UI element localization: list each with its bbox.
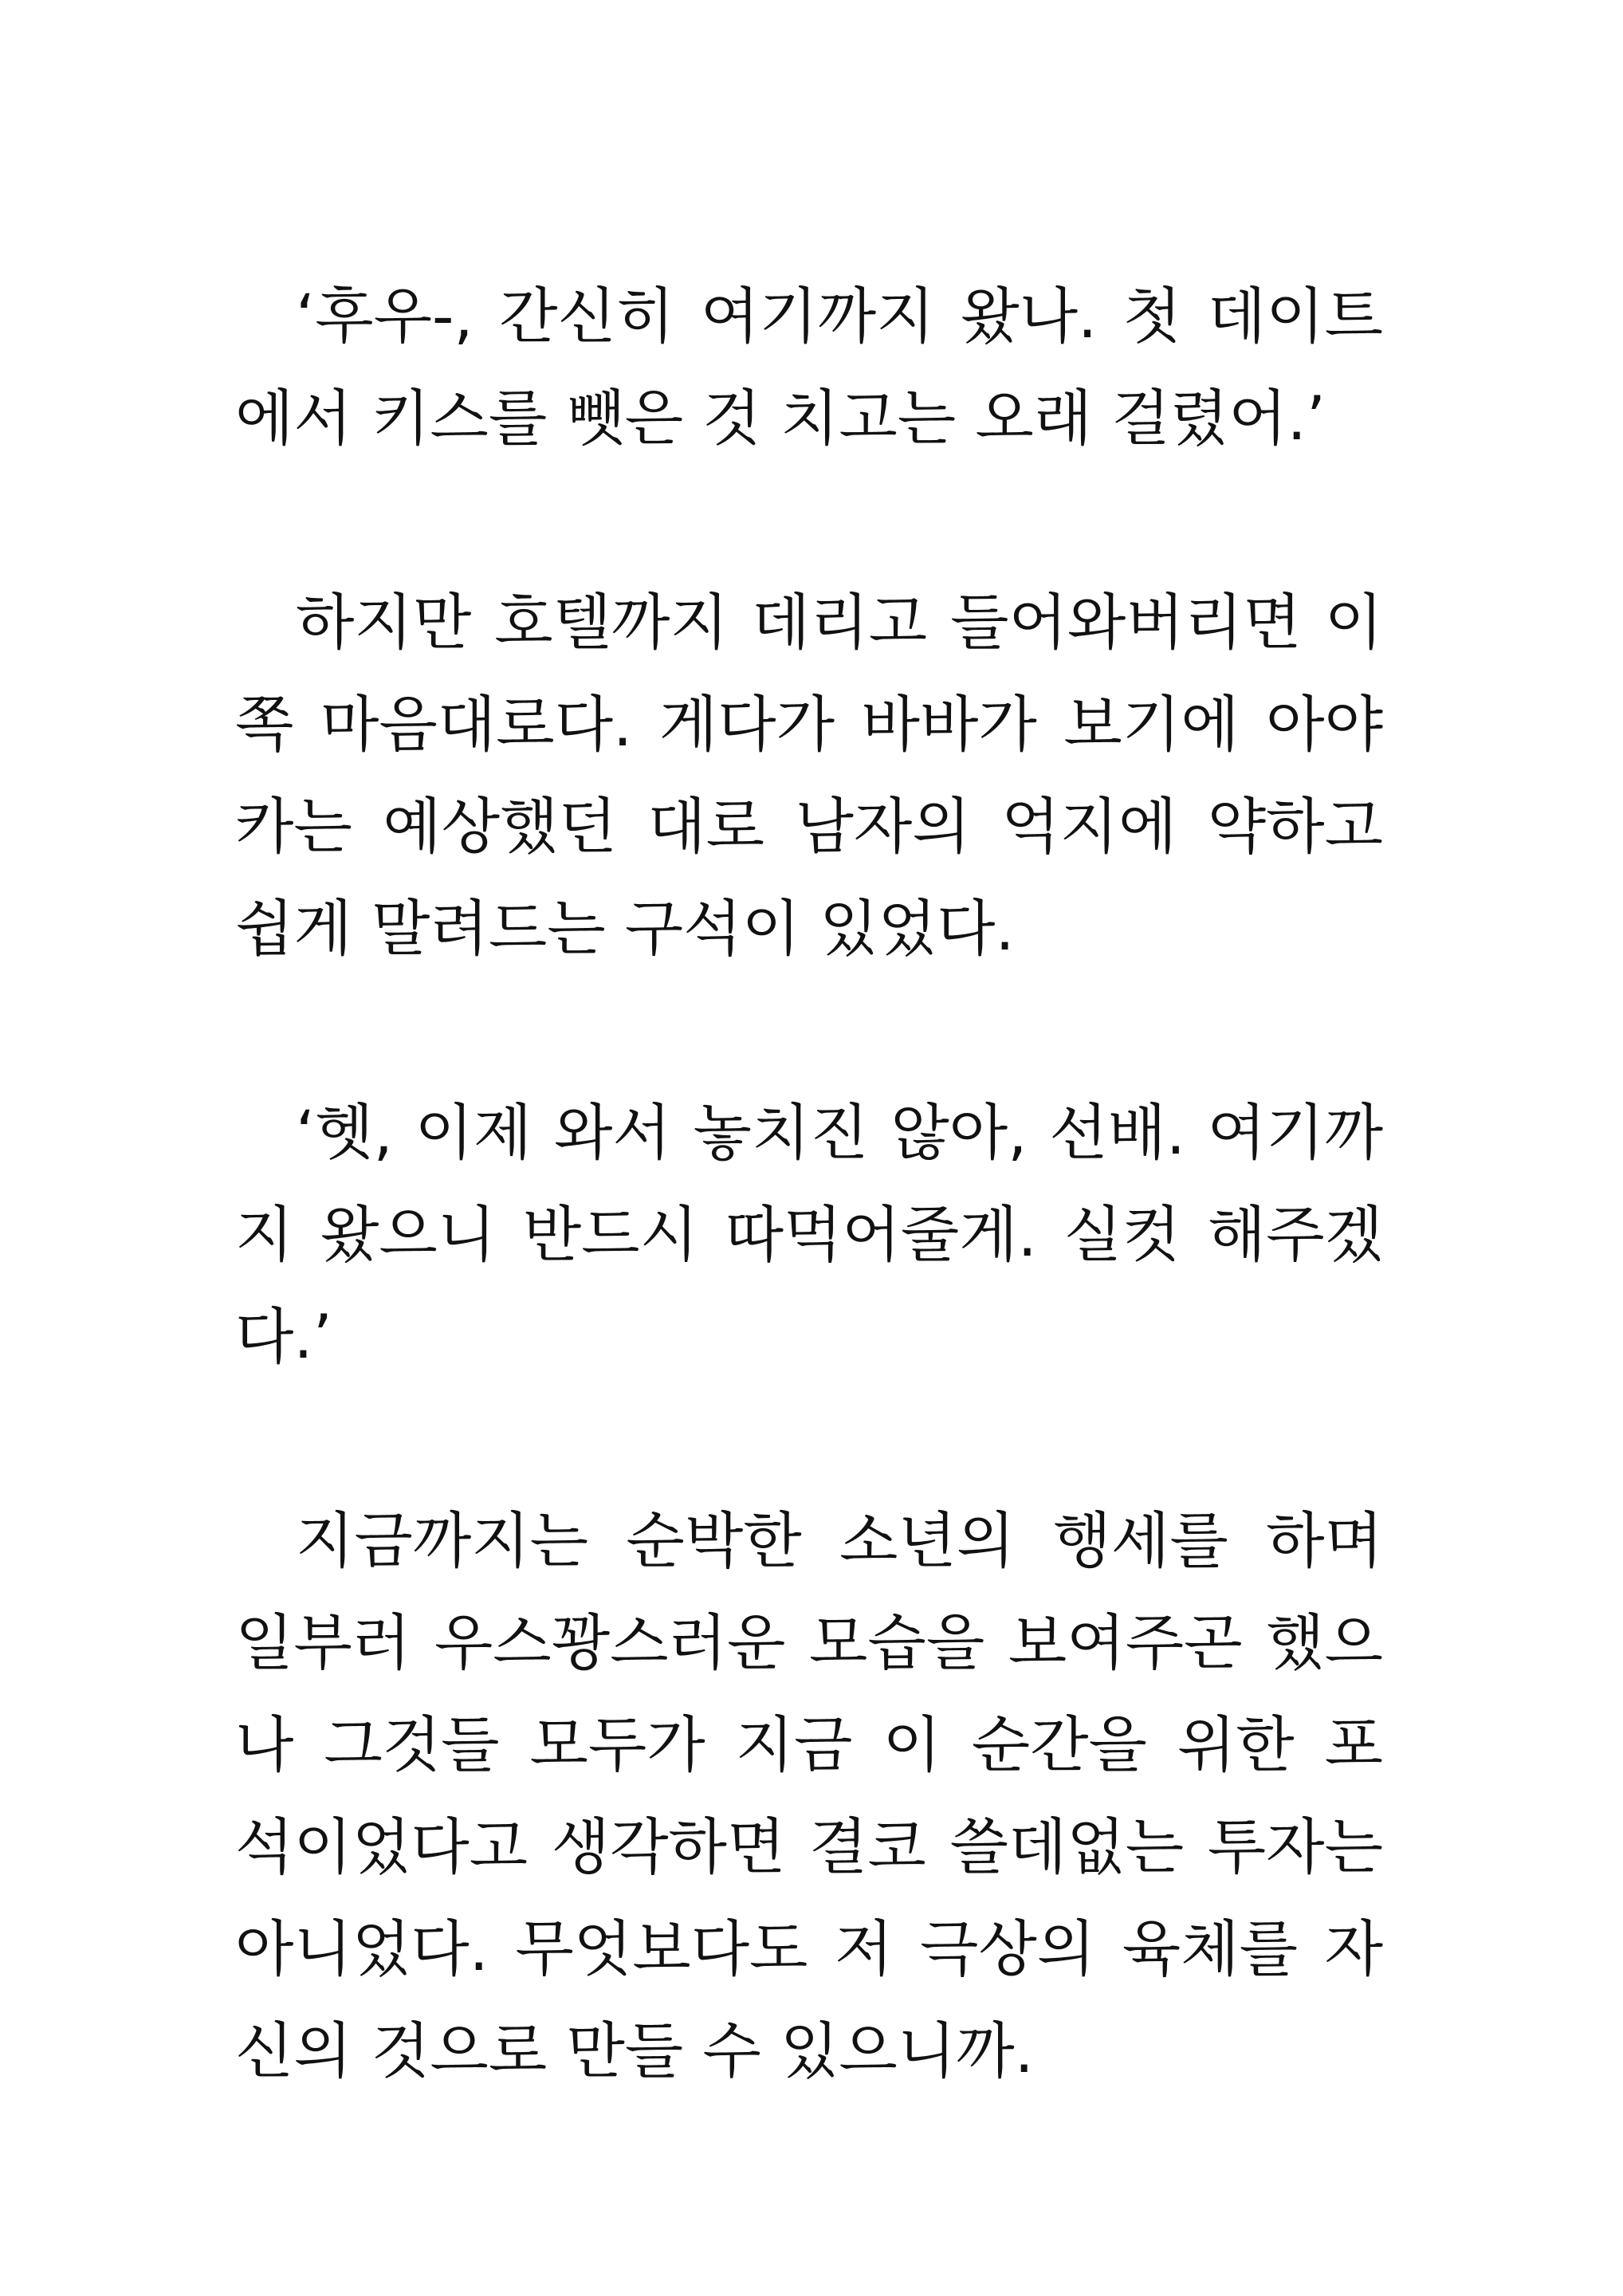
- paragraph-line: 지 왔으니 반드시 따먹어줄게. 실컷 해주겠: [235, 1199, 1383, 1270]
- paragraph-line: 나 그것들 모두가 지금 이 순간을 위한 포: [235, 1709, 1383, 1780]
- paragraph-line: 하지만 호텔까지 데리고 들어와버리면 이: [296, 587, 1383, 658]
- paragraph-line: 석이었다고 생각하면 결코 쓸데없는 투자는: [235, 1811, 1383, 1882]
- paragraph-2: [235, 572, 1383, 980]
- paragraph-line: 아니었다. 무엇보다도 저 극상의 육체를 자: [235, 1913, 1383, 1984]
- body-text: [235, 265, 1383, 2102]
- paragraph-line: ‘후우-, 간신히 여기까지 왔나. 첫 데이트: [296, 281, 1383, 352]
- paragraph-line: 다.’: [235, 1301, 332, 1372]
- paragraph-gap: [235, 470, 1383, 572]
- paragraph-line: 쉽게 말려드는 구석이 있었다.: [235, 893, 1015, 964]
- paragraph-3: [235, 1082, 1383, 1388]
- paragraph-line: 쪽 마음대로다. 게다가 바바가 보기에 아야: [235, 689, 1383, 760]
- paragraph-gap: [235, 980, 1383, 1082]
- paragraph-line: ‘헷, 이제 와서 놓치진 않아, 선배. 여기까: [296, 1097, 1383, 1168]
- paragraph-4: [235, 1490, 1383, 2102]
- paragraph-line: 신의 것으로 만들 수 있으니까.: [235, 2015, 1034, 2086]
- paragraph-line: 일부러 우스꽝스러운 모습을 보여주곤 했으: [235, 1607, 1383, 1678]
- paragraph-1: [235, 265, 1383, 470]
- paragraph-gap: [235, 1388, 1383, 1490]
- paragraph-line: 지금까지는 순박한 소년의 행세를 하며: [296, 1505, 1383, 1576]
- paragraph-line: 카는 예상했던 대로 남자의 억지에 약하고: [235, 791, 1383, 862]
- paragraph-line: 에서 키스를 뺏은 것 치고는 오래 걸렸어.’: [235, 383, 1326, 454]
